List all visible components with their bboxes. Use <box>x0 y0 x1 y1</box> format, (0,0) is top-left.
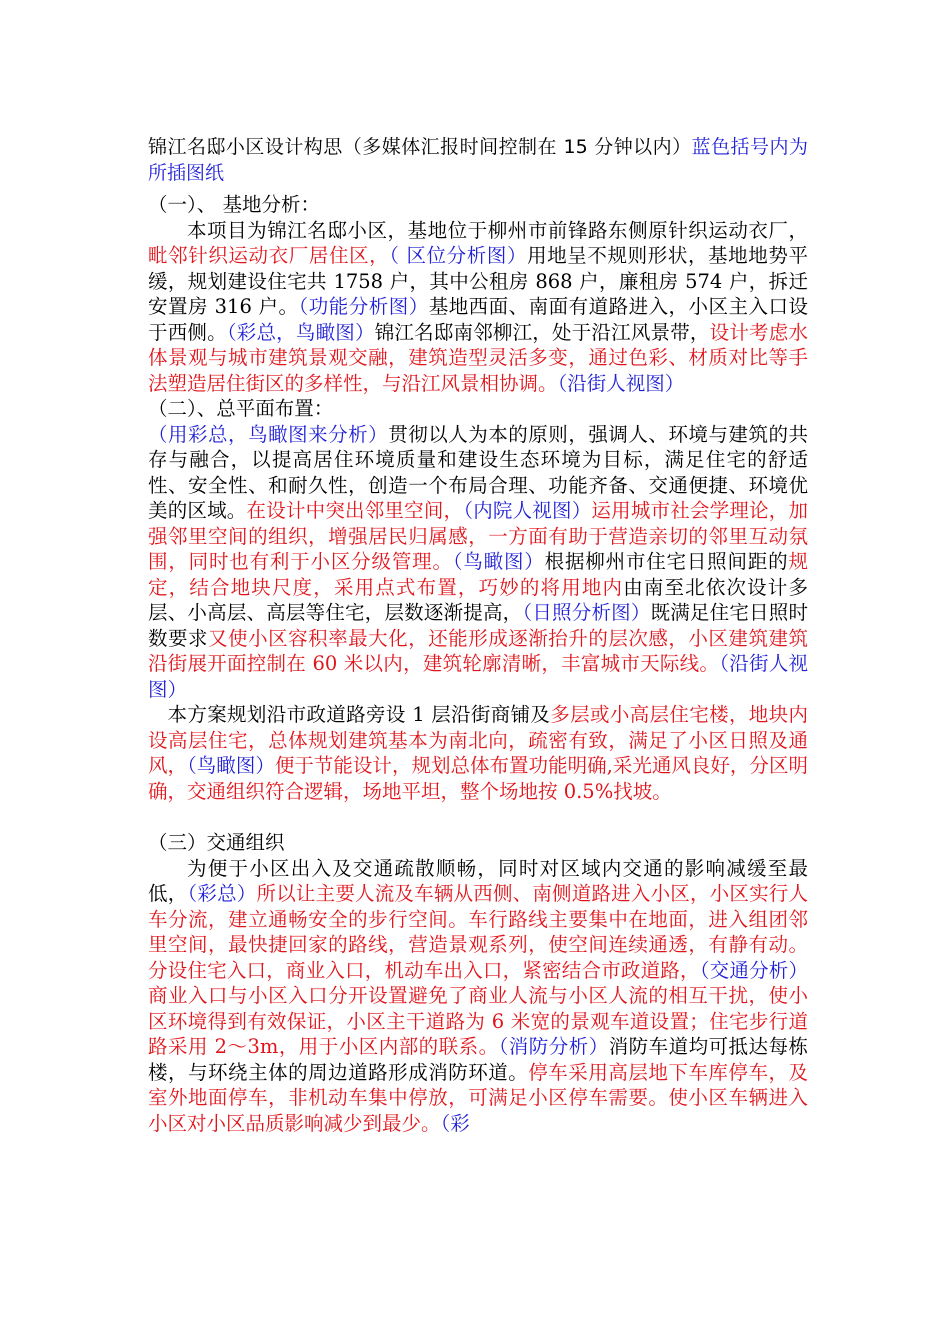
body-text: 本方案规划沿市政道路旁设 1 层沿街商铺及 <box>167 703 551 726</box>
figure-reference: （日照分析图） <box>522 601 651 624</box>
figure-reference: （沿街人视图） <box>557 371 685 395</box>
figure-reference: （彩 <box>440 1111 470 1135</box>
paragraph <box>148 856 808 1137</box>
paragraph <box>148 702 808 804</box>
section-heading: （二）、总平面布置： <box>148 397 334 420</box>
figure-reference: （ 区位分析图） <box>389 244 528 267</box>
highlighted-text: 规定，结合地块尺度，采用点式布置，巧妙的将用地内 <box>148 550 808 599</box>
paragraph <box>148 218 808 397</box>
body-text: 锦江名邸南邻柳江，处于沿江风景带， <box>374 320 710 344</box>
highlighted-text: 便于节能设计，规划总体布置功能明确,采光通风良好，分区明确，交通组织符合逻辑，场地平坦，整个场地按 0.5%找坡。 <box>148 754 808 803</box>
paragraph <box>148 422 808 703</box>
body-text: 既满足住宅日照时数要求 <box>148 601 808 650</box>
section-heading: （三）交通组织 <box>148 831 285 854</box>
figure-reference: （用彩总，鸟瞰图来分析） <box>148 422 389 446</box>
document-body <box>148 192 808 1136</box>
title-text: 锦江名邸小区设计构思（多媒体汇报时间控制在 15 分钟以内） <box>148 136 692 158</box>
body-text: 贯彻以人为本的原则，强调人、环境与建筑的共存与融合，以提高居住环境质量和建设生态环境为目标，满足住宅的舒适性、安全性、和耐久性，创造一个布局合理、功能齐备、交通便捷、环境优美的区域。 <box>148 422 808 522</box>
highlighted-text: 商业入口与小区入口分开设置避免了商业人流与小区人流的相互干扰，使小区环境得到有效保证，小区主干道路为 6 米宽的景观车道设置；住宅步行道路采用 2～3m，用于小区内部的联系。 <box>148 984 808 1058</box>
highlighted-text: 设计考虑水体景观与城市建筑景观交融，建筑造型灵活多变，通过色彩、材质对比等手法塑造居住街区的多样性，与沿江风景相协调。 <box>148 320 808 395</box>
highlighted-text: 停车采用高层地下车库停车，及室外地面停车，非机动车集中停放，可满足小区停车需要。使小区车辆进入小区对小区品质影响减少到最少。 <box>148 1060 808 1135</box>
figure-reference: （交通分析） <box>699 958 808 982</box>
figure-reference: （彩总） <box>187 882 257 905</box>
highlighted-text: 在设计中突出邻里空间， <box>246 499 464 522</box>
figure-reference: （沿街人视图） <box>148 652 808 701</box>
highlighted-text: 毗邻针织运动衣厂居住区， <box>148 244 390 267</box>
figure-reference: （鸟瞰图） <box>187 754 275 777</box>
highlighted-text: 所以让主要人流及车辆从西侧、南侧道路进入小区，小区实行人车分流，建立通畅安全的步行空间。车行路线主要集中在地面，进入组团邻里空间，最快捷回家的路线，营造景观系列，使空间连续通透，有静有动。分设住宅入口，商业入口，机动车出入口，紧密结合市政道路， <box>148 882 808 982</box>
figure-reference: （功能分析图） <box>298 295 429 318</box>
figure-reference: （鸟瞰图） <box>452 550 545 573</box>
figure-reference: （消防分析） <box>498 1035 609 1058</box>
highlighted-text: 又使小区容积率最大化，还能形成逐渐抬升的层次感，小区建筑建筑沿街展开面控制在 60 米以内，建筑轮廓清晰，丰富城市天际线。 <box>148 626 808 675</box>
body-text: 为便于小区出入及交通疏散顺畅，同时对区域内交通的影响减缓至最低， <box>148 856 808 905</box>
highlighted-text: 运用城市社会学理论，加强邻里空间的组织，增强居民归属感，一方面有助于营造亲切的邻里互动氛围，同时也有利于小区分级管理。 <box>148 499 808 573</box>
document-title <box>148 134 808 186</box>
section-spacer <box>148 804 808 830</box>
highlighted-text: 多层或小高层住宅楼，地块内设高层住宅，总体规划建筑基本为南北向，疏密有致，满足了小区日照及通风， <box>148 703 808 777</box>
body-text: 用地呈不规则形状，基地地势平缓，规划建设住宅共 1758 户，其中公租房 868 户，廉租房 574 户，拆迁安置房 316 户。 <box>148 244 808 318</box>
body-text: 本项目为锦江名邸小区，基地位于柳州市前锋路东侧原针织运动衣厂， <box>187 218 808 242</box>
figure-reference: （内院人视图） <box>463 499 592 522</box>
body-text: 消防车道均可抵达每栋楼，与环绕主体的周边道路形成消防环道。 <box>148 1035 808 1084</box>
body-text: 由南至北依次设计多层、小高层、高层等住宅，层数逐渐提高， <box>148 575 808 624</box>
title-note: 蓝色括号内为所插图纸 <box>148 136 808 184</box>
body-text: 基地西面、南面有道路进入，小区主入口设于西侧。 <box>148 295 808 344</box>
figure-reference: （彩总，鸟瞰图） <box>226 320 375 344</box>
section-heading: （一）、 基地分析： <box>148 193 320 216</box>
body-text: 根据柳州市住宅日照间距的 <box>544 550 789 573</box>
document-page <box>148 134 808 1136</box>
